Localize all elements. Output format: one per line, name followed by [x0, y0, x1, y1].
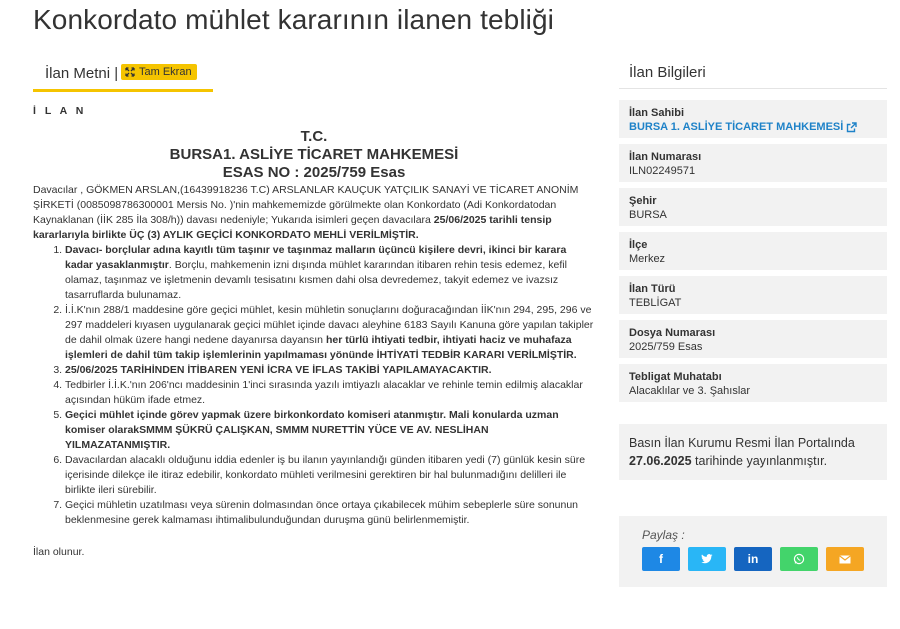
whatsapp-icon [793, 553, 805, 565]
doc-header-tc: T.C. [300, 128, 328, 145]
page-title: Konkordato mühlet kararının ilanen tebliği [33, 4, 554, 35]
facebook-icon: f [659, 552, 663, 566]
item-text: Davacılardan alacaklı olduğunu iddia edenler iş bu ilanın yayınlandığı günden itibaren yedi (7) günlük kesin süre içerisinde dilekçe ile itiraz edebilir, konkordato mühleti verilmesini gerektiren bir hal bulunmadığını delilleri ile birlikte ileri sürebilir. [65, 454, 586, 496]
tab-bar [33, 56, 593, 92]
info-row-ilan-sahibi [619, 100, 887, 138]
ilan-sahibi-value[interactable]: BURSA 1. ASLİYE TİCARET MAHKEMESİ [629, 121, 844, 133]
item-text: İ.İ.K'nın 288/1 maddesine göre geçici mühlet, kesin mühletin sonuçlarını doğuracağından İİK'nın 294, 295, 296 ve 297 maddeleri kıyasen uygulanarak geçici mühlet içinde davacı aleyhine 6183 Sayılı Kanuna göre yapılan takipler de dahil olmak üzere hangi nedene dayanırsa dayansın [65, 304, 594, 346]
info-label: Tebligat Muhatabı [629, 371, 722, 383]
sidebar-title: İlan Bilgileri [619, 56, 887, 89]
share-label: Paylaş : [642, 528, 685, 542]
list-item [65, 498, 595, 528]
info-row-dosya-numarasi [619, 320, 887, 358]
info-row-sehir [619, 188, 887, 226]
intro-bold-text: 25/06/2025 tarihli tensip kararlarıyla birlikte ÜÇ (3) AYLIK GEÇİCİ KONKORDATO MEHLİ VERİLMİŞTİR. [33, 214, 552, 241]
notice-suffix: tarihinde yayınlanmıştır. [691, 454, 828, 468]
tab-ilan-metni[interactable] [33, 56, 213, 92]
notice-text: Basın İlan Kurumu Resmi İlan Portalında [629, 436, 855, 450]
info-label: İlan Sahibi [629, 107, 685, 119]
facebook-share-button[interactable] [642, 547, 680, 571]
whatsapp-share-button[interactable] [780, 547, 818, 571]
info-label: İlan Türü [629, 283, 676, 295]
info-row-ilce [619, 232, 887, 270]
list-item [65, 243, 595, 303]
ilan-document [33, 104, 595, 560]
doc-intro [33, 183, 595, 243]
fullscreen-button[interactable] [121, 64, 197, 80]
item-text: Geçici mühletin uzatılması veya sürenin dolmasından önce ortaya çıkabilecek mühim sebeplerle süre sonunun beklenmesine gerek kalmaması ihtimalibulunduğundan duruşma günü belirlenmemiştir. [65, 499, 579, 526]
list-item [65, 303, 595, 363]
info-value: TEBLİGAT [629, 297, 682, 309]
email-icon [839, 555, 851, 564]
item-text: . Borçlu, mahkemenin izni dışında mühlet kararından itibaren rehin tesis edemez, kefil olamaz, taşınmaz ve işletmenin devamlı tesisatını kısmen dahi olsa devredemez, takyit edemez ve ivazsız tasarruflarda bulunamaz. [65, 259, 567, 301]
info-value: ILN02249571 [629, 165, 696, 177]
list-item [65, 378, 595, 408]
info-sidebar [619, 56, 887, 587]
doc-header-court: BURSA1. ASLİYE TİCARET MAHKEMESİ [169, 146, 459, 163]
info-value: Merkez [629, 253, 666, 265]
info-value: Alacaklılar ve 3. Şahıslar [629, 385, 751, 397]
doc-items [33, 243, 595, 528]
twitter-share-button[interactable] [688, 547, 726, 571]
fullscreen-label: Tam Ekran [139, 66, 192, 78]
ilan-heading: İ L A N [33, 105, 87, 117]
twitter-icon [701, 554, 713, 564]
doc-header-esas [33, 164, 595, 182]
publication-notice [619, 424, 887, 480]
expand-icon [125, 67, 135, 77]
share-panel [619, 516, 887, 587]
esas-prefix: ESAS NO : [222, 164, 304, 181]
esas-value: 2025/759 Esas [303, 164, 406, 181]
item-bold-text: her türlü ihtiyati tedbir, ihtiyati haciz ve muhafaza işlemleri de dahil tüm takip işlemlerinin yapılmaması yönünde İHTİYATİ TEDBİR KARARI VERİLMİŞTİR. [65, 334, 577, 361]
item-bold-text: Geçici mühlet içinde görev yapmak üzere birkonkordato komiseri atanmıştır. Mali konularda uzman komiser olarakSMMM ŞÜKRÜ ÇALIŞKAN, SMMM NURETTİN YÜCE VE AV. NESLİHAN YILMAZATANMIŞTIR. [65, 409, 559, 451]
info-row-ilan-numarasi [619, 144, 887, 182]
notice-date: 27.06.2025 [629, 454, 692, 468]
list-item [65, 408, 595, 453]
item-bold-text: Davacı- borçlular adına kayıtlı tüm taşınır ve taşınmaz malların üçüncü kişilere devri, ikinci bir karara kadar yasaklanmıştır [65, 244, 567, 271]
info-label: Dosya Numarası [629, 327, 716, 339]
list-item [65, 363, 595, 378]
linkedin-share-button[interactable] [734, 547, 772, 571]
item-text: Tedbirler İ.İ.K.'nın 206'ncı maddesinin 1'inci sırasında yazılı imtiyazlı alacaklar ve rehinle temin edilmiş alacaklar açısından hüküm ifade etmez. [65, 379, 583, 406]
info-value: BURSA [629, 209, 667, 221]
info-label: İlan Numarası [629, 151, 702, 163]
list-item [65, 453, 595, 498]
external-link-icon [846, 122, 857, 133]
item-bold-text: 25/06/2025 TARİHİNDEN İTİBAREN YENİ İCRA VE İFLAS TAKİBİ YAPILAMAYACAKTIR. [65, 364, 492, 376]
intro-text: Davacılar , GÖKMEN ARSLAN,(16439918236 T.C) ARSLANLAR KAUÇUK YATÇILIK SANAYİ VE TİCARET ANONİM ŞİRKETİ (0085098786300001 Mersis No. )'nin mahkememizde görülmekte olan Konkordato (Adi Konkordatodan Kaynaklanan (İİK 285 İla 308/h)) davası nedeniyle; Yukarıda isimleri geçen davacılara [33, 184, 579, 226]
info-value: 2025/759 Esas [629, 341, 703, 353]
share-buttons [642, 547, 887, 571]
email-share-button[interactable] [826, 547, 864, 571]
tab-label: İlan Metni | [45, 65, 119, 82]
info-label: Şehir [629, 195, 657, 207]
info-row-tebligat-muhatabi [619, 364, 887, 402]
info-label: İlçe [629, 239, 648, 251]
ilan-sahibi-link[interactable] [629, 120, 877, 134]
linkedin-icon: in [747, 552, 759, 566]
doc-closing: İlan olunur. [33, 546, 85, 558]
info-row-ilan-turu [619, 276, 887, 314]
